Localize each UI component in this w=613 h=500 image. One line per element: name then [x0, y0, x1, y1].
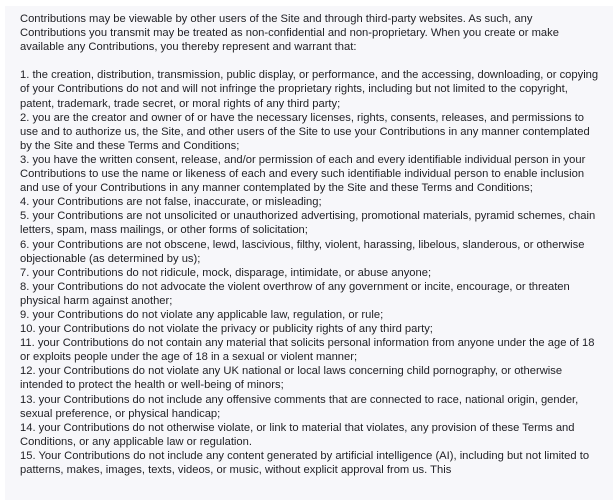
terms-text [20, 12, 601, 477]
list-item: 5. your Contributions are not unsolicited or unauthorized advertising, promotional materials, pyramid schemes, chain letters, spam, mass mailings, or other forms of solicitation; [20, 210, 596, 237]
list-item: 9. your Contributions do not violate any applicable law, regulation, or rule; [20, 308, 384, 321]
list-item: 1. the creation, distribution, transmission, public display, or performance, and the accessing, downloading, or copying of your Contributions do not and will not infringe the proprietary rights, including but not limited to the copyright, patent, trademark, trade secret, or moral rights of any third party; [20, 69, 599, 110]
list-item: 2. you are the creator and owner of or have the necessary licenses, rights, consents, releases, and permissions to use and to authorize us, the Site, and other users of the Site to use your Contributions in any manner contemplated by the Site and these Terms and Conditions; [20, 111, 590, 152]
list-item: 4. your Contributions are not false, inaccurate, or misleading; [20, 196, 322, 209]
list-item: 15. Your Contributions do not include any content generated by artificial intelligence (AI), including but not limited to patterns, makes, images, texts, videos, or music, without explicit approval from us. This [20, 449, 590, 476]
intro-paragraph: Contributions may be viewable by other users of the Site and through third-party websites. As such, any Contributions you transmit may be treated as non-confidential and non-proprietary. When you create or make available any Contributions, you thereby represent and warrant that: [20, 13, 559, 54]
list-item: 7. your Contributions do not ridicule, mock, disparage, intimidate, or abuse anyone; [20, 266, 432, 279]
list-item: 10. your Contributions do not violate the privacy or publicity rights of any third party; [20, 323, 433, 336]
list-item: 3. you have the written consent, release, and/or permission of each and every identifiable individual person in your Contributions to use the name or likeness of each and every such identifiable individual person to enable inclusion and use of your Contributions in any manner contemplated by the Site and these Terms and Conditions; [20, 153, 586, 195]
list-item: 11. your Contributions do not contain any material that solicits personal information from anyone under the age of 18 or exploits people under the age of 18 in a sexual or violent manner; [20, 337, 595, 364]
list-item: 13. your Contributions do not include any offensive comments that are connected to race, national origin, gender, sexual preference, or physical handicap; [20, 393, 579, 420]
list-item: 6. your Contributions are not obscene, lewd, lascivious, filthy, violent, harassing, libelous, slanderous, or otherwise objectionable (as determined by us); [20, 238, 585, 265]
list-item: 12. your Contributions do not violate any UK national or local laws concerning child pornography, or otherwise intended to protect the health or well-being of minors; [20, 365, 563, 392]
terms-panel [5, 6, 613, 500]
list-item: 8. your Contributions do not advocate the violent overthrow of any government or incite, encourage, or threaten physical harm against another; [20, 280, 570, 307]
list-item: 14. your Contributions do not otherwise violate, or link to material that violates, any provision of these Terms and Conditions, or any applicable law or regulation. [20, 421, 575, 448]
paragraph-break [20, 54, 601, 68]
